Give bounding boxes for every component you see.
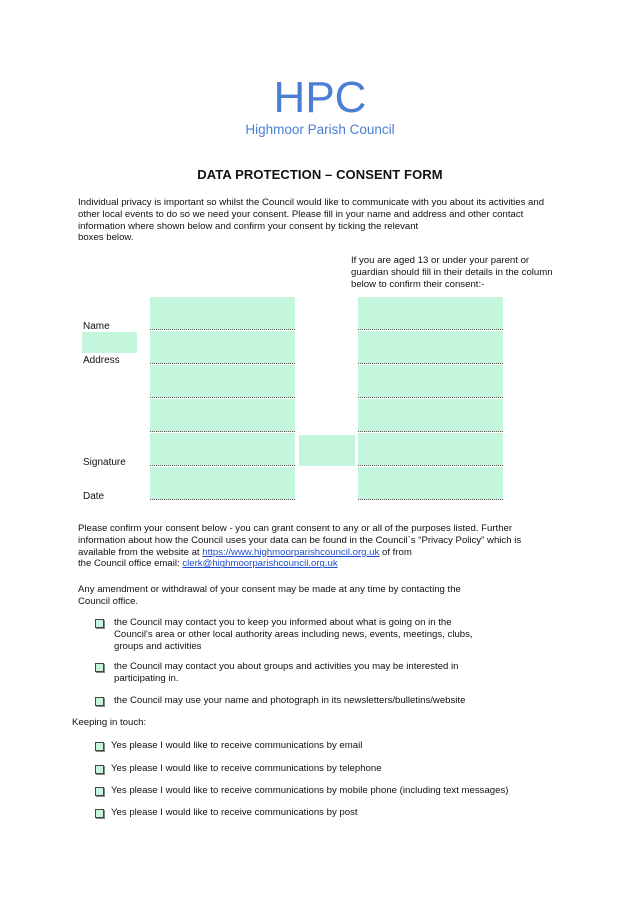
- intro-line: Individual privacy is important so whilst the Council would like to communicate with you about its activities and: [78, 197, 545, 208]
- consent-info-text: the Council office email:: [78, 558, 183, 570]
- date-label: Date: [83, 491, 105, 502]
- amendment-paragraph: [78, 584, 558, 608]
- consent-info: [78, 523, 578, 570]
- guardian-address-field-line-2[interactable]: [358, 365, 503, 398]
- intro-paragraph: [78, 197, 568, 244]
- contact-option-email: Yes please I would like to receive communications by email: [111, 740, 363, 751]
- signature-label: Signature: [83, 457, 126, 468]
- checkbox-icon[interactable]: [95, 619, 104, 628]
- guardian-line: below to confirm their consent:-: [351, 278, 485, 290]
- consent-info-line: [78, 547, 578, 559]
- page-title: DATA PROTECTION – CONSENT FORM: [197, 167, 443, 182]
- address-field-line-1[interactable]: [150, 331, 295, 364]
- name-label-highlight: [82, 332, 137, 353]
- intro-line: other local events to do so we need your consent. Please fill in your name and address and other contact: [78, 208, 524, 220]
- consent-info-line: [78, 558, 578, 570]
- signature-field[interactable]: [150, 433, 295, 466]
- consent-info-line: Please confirm your consent below - you can grant consent to any or all of the purposes listed. Further: [78, 523, 513, 534]
- email-link[interactable]: clerk@highmoorparishcouncil.org.uk: [182, 558, 338, 570]
- keeping-in-touch-heading: Keeping in touch:: [72, 717, 147, 728]
- name-field[interactable]: [150, 297, 295, 330]
- amendment-line: Council office.: [78, 595, 139, 607]
- checkbox-icon[interactable]: [95, 697, 104, 706]
- consent-item-line: participating in.: [114, 672, 179, 684]
- logo: HPC: [273, 73, 367, 122]
- checkbox-icon[interactable]: [95, 663, 104, 672]
- checkbox-icon[interactable]: [95, 765, 104, 774]
- guardian-note: [351, 255, 566, 290]
- consent-info-line: information about how the Council uses your data can be found in the Council`s “Privacy Policy” which is: [78, 534, 522, 546]
- contact-option-telephone: Yes please I would like to receive communications by telephone: [111, 763, 382, 774]
- consent-item: [114, 695, 564, 707]
- guardian-date-field[interactable]: [358, 467, 503, 500]
- guardian-line: If you are aged 13 or under your parent or: [351, 255, 530, 266]
- name-label: Name: [83, 321, 110, 332]
- website-link[interactable]: https://www.highmoorparishcouncil.org.uk: [202, 546, 380, 558]
- consent-item-line: groups and activities: [114, 640, 202, 652]
- checkbox-icon[interactable]: [95, 787, 104, 796]
- guardian-name-field[interactable]: [358, 297, 503, 330]
- intro-line: information where shown below and confirm your consent by ticking the relevant: [78, 220, 419, 232]
- consent-item-line: Council's area or other local authority areas including news, events, meetings, clubs,: [114, 628, 473, 640]
- middle-highlight: [299, 435, 355, 466]
- intro-line: boxes below.: [78, 232, 134, 244]
- consent-info-text: of from: [379, 546, 412, 558]
- consent-item: [114, 661, 564, 685]
- consent-item-line: the Council may contact you to keep you informed about what is going on in the: [114, 617, 452, 628]
- contact-option-post: Yes please I would like to receive communications by post: [111, 807, 358, 818]
- consent-item-line: the Council may contact you about groups and activities you may be interested in: [114, 661, 459, 672]
- guardian-address-field-line-1[interactable]: [358, 331, 503, 364]
- address-field-line-3[interactable]: [150, 399, 295, 432]
- guardian-signature-field[interactable]: [358, 433, 503, 466]
- checkbox-icon[interactable]: [95, 809, 104, 818]
- consent-info-text: available from the website at: [78, 546, 203, 558]
- address-field-line-2[interactable]: [150, 365, 295, 398]
- address-label: Address: [83, 355, 120, 366]
- consent-item-line: the Council may use your name and photograph in its newsletters/bulletins/website: [114, 695, 466, 706]
- checkbox-icon[interactable]: [95, 742, 104, 751]
- amendment-line: Any amendment or withdrawal of your consent may be made at any time by contacting the: [78, 584, 461, 595]
- org-name: Highmoor Parish Council: [245, 122, 395, 137]
- guardian-line: guardian should fill in their details in the column: [351, 266, 553, 278]
- date-field[interactable]: [150, 467, 295, 500]
- contact-option-mobile: Yes please I would like to receive communications by mobile phone (including text messages): [111, 785, 509, 796]
- consent-item: [114, 617, 564, 652]
- guardian-address-field-line-3[interactable]: [358, 399, 503, 432]
